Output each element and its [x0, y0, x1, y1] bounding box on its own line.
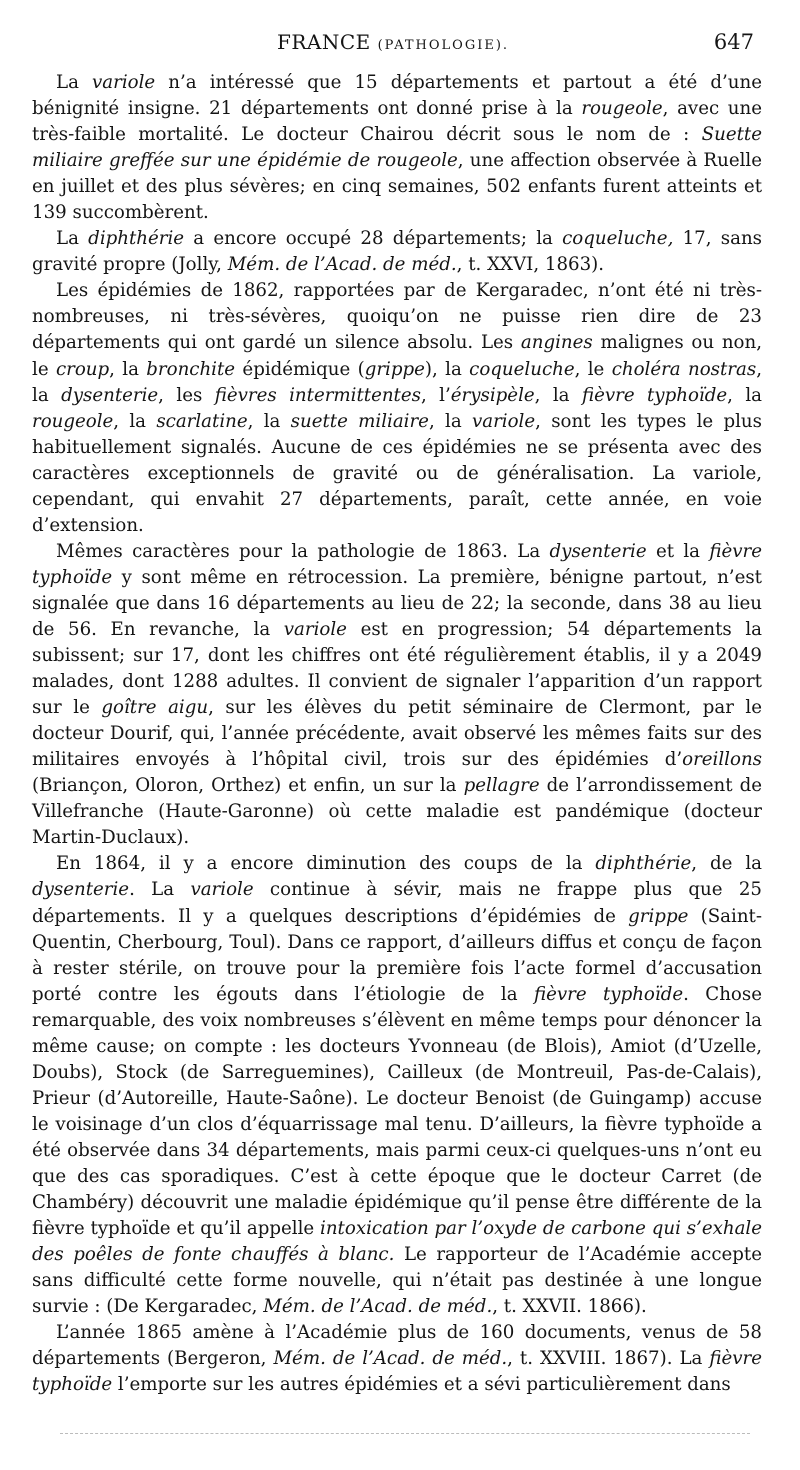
italic-text: Mém. de l’Acad. de méd.	[227, 254, 457, 276]
text-run: , t. XXVI, 1863).	[456, 254, 605, 276]
text-run: l’emporte sur les autres épidémies et a sévi particulièrement dans	[112, 1374, 731, 1396]
text-run: , l’	[420, 384, 451, 406]
text-run: L’année 1865 amène à l’Académie plus de 160 documents, venus de 58 départements (Bergeron,	[32, 1322, 762, 1370]
running-title	[32, 30, 754, 54]
text-run: Mêmes caractères pour la pathologie de 1863. La	[56, 540, 550, 562]
italic-text: croup	[55, 358, 110, 380]
text-run: , la	[534, 384, 582, 406]
text-run: est en progression; 54 départements la subissent; sur 17, dont les chiffres ont été régulièrement établis, il y a 2049 malades, dont 1288 adultes. Il convient de signaler l’apparition d’un rapport sur le	[32, 618, 762, 719]
text-run: n’a intéressé que 15 départements et partout a été d’une bénignité insigne. 21 départements ont donné prise à la	[32, 72, 762, 120]
italic-text: grippe	[628, 905, 689, 927]
text-run: ), la	[424, 358, 470, 380]
italic-text: suette miliaire	[290, 410, 429, 432]
text-run: , la	[113, 410, 157, 432]
text-run: , sont les types le plus habituellement signalés. Aucune de ces épidémies ne se présenta avec des caractères exceptionnels de gravité ou de généralisation. La variole, cependant, qui envahit 27 départements, paraît, cette année, en voie d’extension.	[32, 410, 762, 536]
text-run: , de la	[691, 853, 762, 875]
text-run: , une affection observée à Ruelle en juillet et des plus sévères; en cinq semaines, 502 enfants furent atteints et 139 succombèrent.	[32, 150, 762, 224]
header-subtitle: (PATHOLOGIE).	[377, 38, 510, 53]
italic-text: diphthérie	[595, 853, 692, 875]
text-run: Le rapporteur de l’Académie accepte sans difficulté cette forme nouvelle, qui n’était pas destinée à une longue survie : (De Kergaradec,	[32, 1244, 762, 1318]
text-run: , le	[574, 358, 612, 380]
italic-text: goître aigu	[101, 697, 209, 719]
italic-text: oreillons	[682, 749, 762, 771]
text-run: . La	[129, 879, 191, 901]
text-run: malignes ou non, le	[32, 332, 762, 380]
text-run: (Briançon, Oloron, Orthez) et enfin, un sur la	[32, 775, 464, 797]
italic-text: pellagre	[463, 775, 540, 797]
text-run: , la	[428, 410, 472, 432]
text-run: Les épidémies de 1862, rapportées par de Kergaradec, n’ont été ni très-nombreuses, ni très-sévères, quoiqu’on ne puisse rien dire de 23 départements qui ont gardé un silence absolu. Les	[32, 280, 762, 354]
text-run: y sont même en rétrocession. La première, bénigne partout, n’est signalée que dans 16 départements au lieu de 22; la seconde, dans 38 au lieu de 56. En revanche, la	[32, 566, 762, 640]
text-run: , t. XXVII. 1866).	[492, 1296, 647, 1318]
footer-rule	[60, 1433, 750, 1434]
italic-text: fièvres intermittentes	[214, 384, 421, 406]
italic-text: variole	[190, 879, 254, 901]
italic-text: bronchite	[146, 358, 236, 380]
italic-text: dysenterie	[61, 384, 159, 406]
text-run: . Chose remarquable, des voix nombreuses s’élèvent en même temps pour dénoncer la même cause; on compte : les docteurs Yvonneau (de Blois), Amiot (d’Uzelle, Doubs), Stock (de Sarreguemines), Cailleux (de Montreuil, Pas-de-Calais), Prieur (d’Autoreille, Haute-Saône). Le docteur Benoist (de Guingamp) accuse le voisinage d’un clos d’équarrissage mal tenu. D’ailleurs, la fièvre typhoïde a été observée dans 34 départements, mais parmi ceux-ci quelques-uns n’ont eu que des cas sporadiques. C’est à cette époque que le docteur Carret (de Chambéry) découvrit une maladie épidémique qu’il pense être différente de la fièvre typhoïde et qu’il appelle	[32, 983, 762, 1240]
italic-text: angines	[520, 332, 593, 354]
italic-text: Suette miliaire greffée sur une épidémie de rougeole	[32, 124, 762, 172]
paragraph	[32, 226, 762, 278]
text-run: , avec une très-faible mortalité. Le docteur Chairou décrit sous le nom de :	[32, 98, 762, 146]
paragraph	[32, 1320, 762, 1398]
italic-text: érysipèle	[450, 384, 535, 406]
italic-text: grippe	[364, 358, 425, 380]
italic-text: choléra nostras	[611, 358, 757, 380]
text-run: , la	[727, 384, 762, 406]
italic-text: variole	[471, 410, 536, 432]
text-run: , sur les élèves du petit séminaire de Clermont, par le docteur Dourif, qui, l’année précédente, avait observé les mêmes faits sur des militaires envoyés à l’hôpital civil, trois sur des épidémies d’	[32, 697, 762, 771]
italic-text: rougeole	[581, 98, 663, 120]
paragraph	[32, 539, 762, 852]
italic-text: dysenterie	[32, 879, 130, 901]
italic-text: Mém. de l’Acad. de méd.	[273, 1348, 508, 1370]
text-run: , la	[32, 358, 762, 406]
italic-text: Mém. de l’Acad. de méd.	[263, 1296, 493, 1318]
body-text	[32, 70, 762, 1398]
italic-text: intoxication par l’oxyde de carbone qui s’exhale des poêles de fonte chauffés à blanc.	[32, 1218, 762, 1266]
italic-text: coqueluche,	[562, 228, 674, 250]
italic-text: rougeole	[32, 410, 114, 432]
text-run: La	[56, 228, 89, 250]
italic-text: scarlatine	[156, 410, 248, 432]
text-run: de l’arrondissement de Villefranche (Haute-Garonne) où cette maladie est pandémique (docteur Martin-Duclaux).	[32, 775, 763, 849]
running-header	[32, 30, 754, 60]
paragraph	[32, 70, 762, 226]
italic-text: dysenterie	[549, 540, 647, 562]
italic-text: fièvre typhoïde	[533, 983, 684, 1005]
text-run: (Saint-Quentin, Cherbourg, Toul). Dans ce rapport, d’ailleurs diffus et conçu de façon à rester stérile, on trouve pour la première fois l’acte formel d’accusation porté contre les égouts dans l’étiologie de la	[32, 905, 762, 1005]
italic-text: diphthérie	[88, 228, 185, 250]
italic-text: fièvre typhoïde	[32, 1348, 762, 1396]
italic-text: variole	[283, 618, 347, 640]
header-title: FRANCE	[276, 30, 371, 54]
italic-text: coqueluche	[469, 358, 575, 380]
italic-text: fièvre typhoïde	[32, 540, 762, 588]
text-run: , les	[158, 384, 215, 406]
text-run: En 1864, il y a encore diminution des coups de la	[56, 853, 596, 875]
text-run: épidémique (	[235, 358, 365, 380]
text-run: La	[56, 72, 93, 93]
italic-text: variole	[92, 72, 156, 93]
paragraph	[32, 851, 762, 1320]
italic-text: fièvre typhoïde	[581, 384, 728, 406]
text-run: a encore occupé 28 départements; la	[184, 228, 563, 250]
page-number: 647	[713, 30, 754, 54]
paragraph	[32, 278, 762, 538]
text-run: , la	[247, 410, 291, 432]
text-run: , t. XXVIII. 1867). La	[507, 1348, 710, 1370]
text-run: 17, sans gravité propre (Jolly,	[32, 228, 763, 276]
text-run: continue à sévir, mais ne frappe plus que 25 départements. Il y a quelques descriptions d’épidémies de	[32, 879, 762, 927]
text-run: et la	[646, 540, 710, 562]
text-run: , la	[109, 358, 147, 380]
